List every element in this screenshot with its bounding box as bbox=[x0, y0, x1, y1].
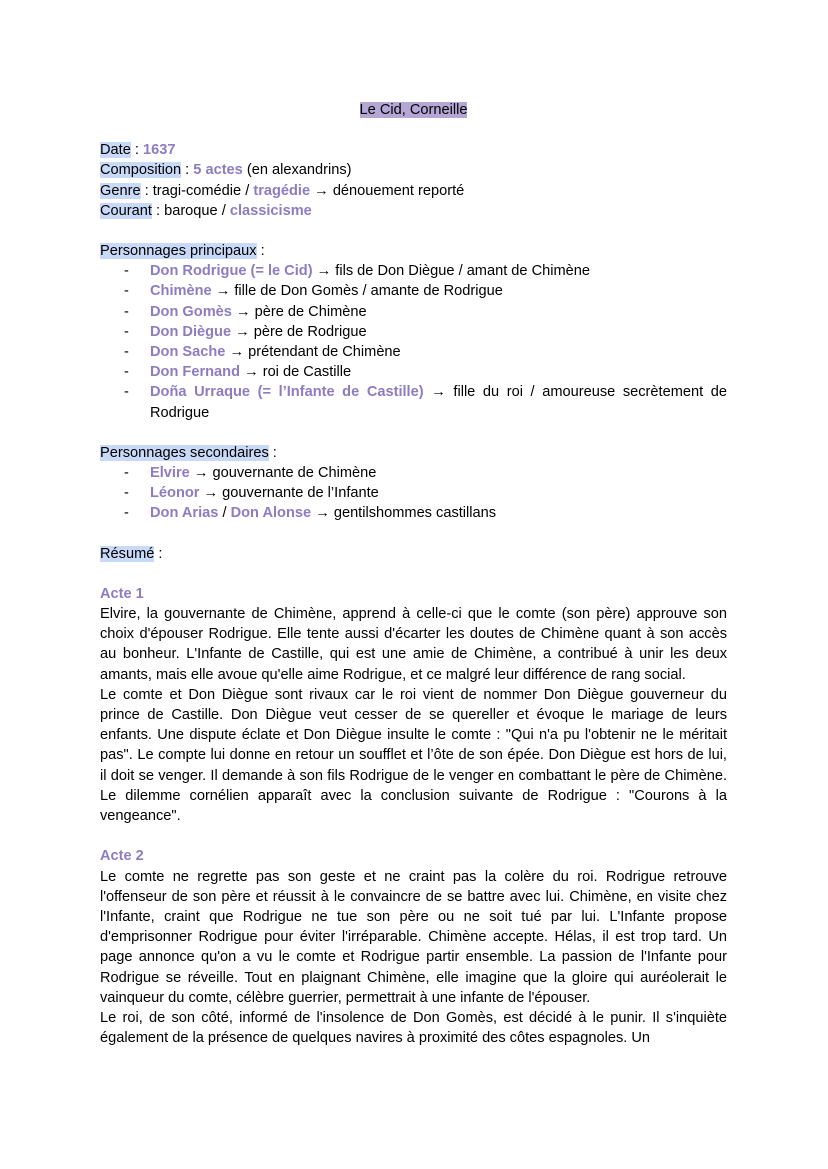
list-item: - Elvire → gouvernante de Chimène bbox=[100, 463, 727, 483]
list-item: - Don Rodrigue (= le Cid) → fils de Don Diègue / amant de Chimène bbox=[100, 261, 727, 281]
list-item: - Don Arias / Don Alonse → gentilshommes castillans bbox=[100, 503, 727, 523]
principaux-list bbox=[100, 261, 727, 423]
act-paragraph: Elvire, la gouvernante de Chimène, apprend à celle-ci que le comte (son père) approuve son choix d'épouser Rodrigue. Elle tente aussi d'écarter les doutes de Chimène quant à son accès au bonheur. L'Infante de Castille, qui est une amie de Chimène, a contribué à unir les deux amants, mais elle avoue qu'elle aime Rodrigue, et ce malgré leur différence de rang social. bbox=[100, 606, 727, 683]
act-title: Acte 2 bbox=[100, 848, 144, 865]
list-item: - Chimène → fille de Don Gomès / amante de Rodrigue bbox=[100, 281, 727, 301]
principaux-heading: Personnages principaux : bbox=[100, 243, 265, 260]
meta-date: Date : 1637 bbox=[100, 142, 176, 159]
list-item: - Don Fernand → roi de Castille bbox=[100, 362, 727, 382]
list-item: - Don Gomès → père de Chimène bbox=[100, 302, 727, 322]
document-title: Le Cid, Corneille bbox=[359, 102, 468, 118]
meta-courant: Courant : baroque / classicisme bbox=[100, 202, 312, 219]
document-page bbox=[100, 100, 727, 1048]
act-paragraph: Le comte ne regrette pas son geste et ne craint pas la colère du roi. Rodrigue retrouve l'offenseur de son père et réussit à le convaincre de se battre avec lui. Chimène, en visite chez l'Infante, craint que Rodrigue ne tue son père ou ne soit tué par lui. L'Infante propose d'emprisonner Rodrigue pour éviter l'irréparable. Chimène accepte. Hélas, il est trop tard. Un page annonce qu'on a vu le comte et Rodrigue partir ensemble. La passion de l'Infante pour Rodrigue se réveille. Tout en plaignant Chimène, elle imagine que la gloire qui auréolerait le vainqueur du comte, célèbre guerrier, permettrait à une infante de l'épouser. bbox=[100, 868, 727, 1006]
resume-heading: Résumé : bbox=[100, 545, 163, 562]
meta-genre: Genre : tragi-comédie / tragédie → dénouement reporté bbox=[100, 182, 465, 199]
secondaires-heading: Personnages secondaires : bbox=[100, 444, 277, 461]
act-title: Acte 1 bbox=[100, 585, 144, 602]
list-item: - Léonor → gouvernante de l’Infante bbox=[100, 483, 727, 503]
list-item: - Don Sache → prétendant de Chimène bbox=[100, 342, 727, 362]
secondaires-list bbox=[100, 463, 727, 524]
act-paragraph: Le roi, de son côté, informé de l'insolence de Don Gomès, est décidé à le punir. Il s'inquiète également de la présence de quelques navires à proximité des côtes espagnoles. Un bbox=[100, 1009, 727, 1047]
list-item: - Doña Urraque (= l’Infante de Castille) → fille du roi / amoureuse secrètement de Rodrigue bbox=[100, 382, 727, 422]
meta-composition: Composition : 5 actes (en alexandrins) bbox=[100, 162, 352, 179]
act-paragraph: Le comte et Don Diègue sont rivaux car le roi vient de nommer Don Diègue gouverneur du prince de Castille. Don Diègue veut cesser de se quereller et évoque le mariage de leurs enfants. Une dispute éclate et Don Diègue insulte le comte : "Qui n'a pu l'obtenir ne le méritait pas". Le compte lui donne en retour un soufflet et l’ôte de son épée. Don Diègue est hors de lui, il doit se venger. Il demande à son fils Rodrigue de le venger en combattant le père de Chimène. Le dilemme cornélien apparaît avec la conclusion suivante de Rodrigue : "Courons à la vengeance". bbox=[100, 686, 727, 825]
list-item: - Don Diègue → père de Rodrigue bbox=[100, 322, 727, 342]
